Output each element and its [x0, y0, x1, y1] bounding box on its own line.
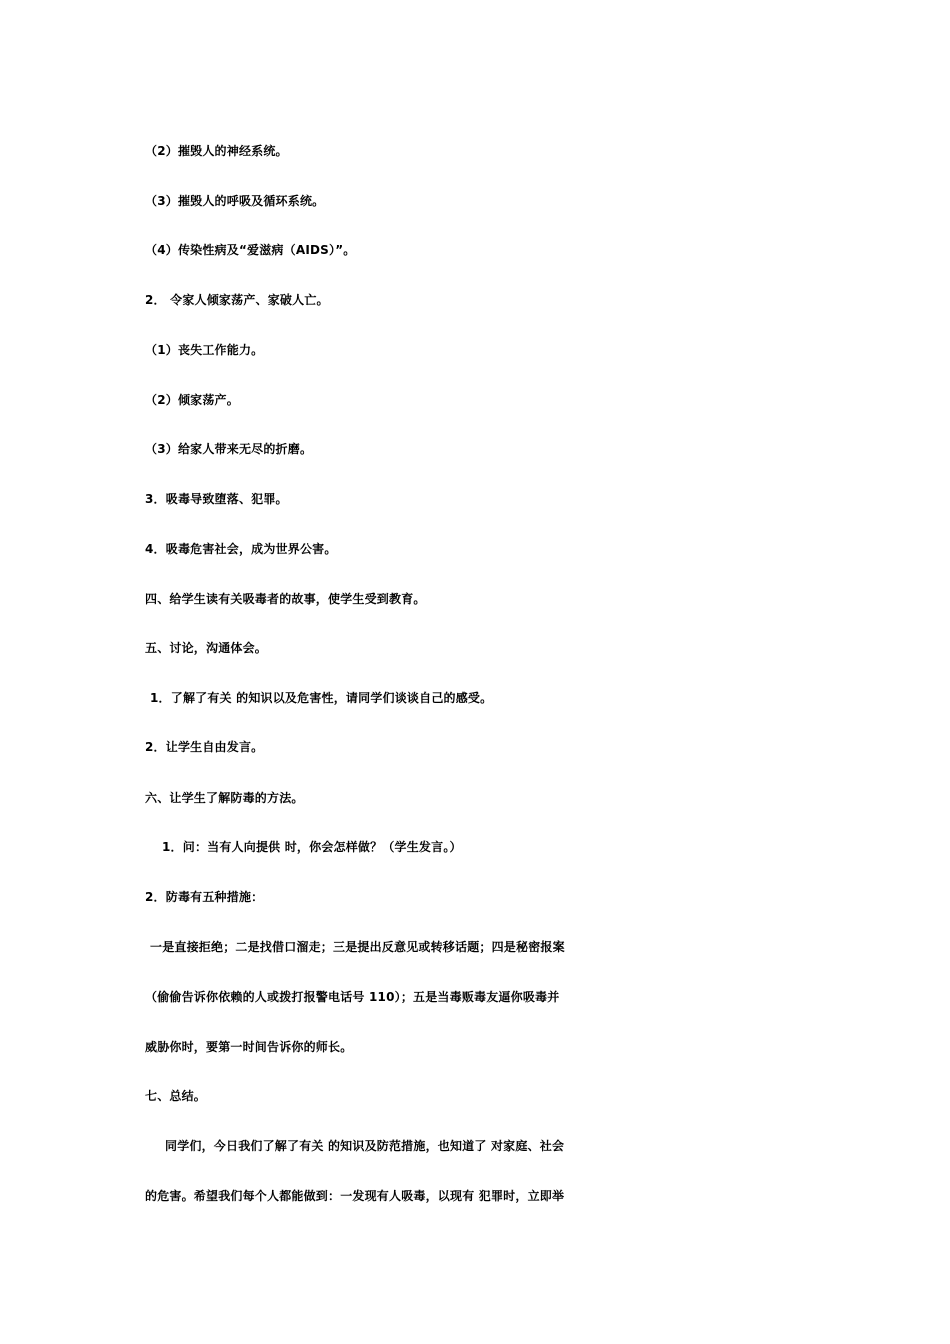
text-line: （偷偷告诉你依赖的人或拨打报警电话号 110）；五是当毒贩毒友逼你吸毒并	[145, 990, 560, 1004]
text-line: （1）丧失工作能力。	[145, 343, 264, 357]
text-line: （2）摧毁人的神经系统。	[145, 144, 288, 158]
text-line: 四、给学生读有关吸毒者的故事，使学生受到教育。	[145, 592, 426, 606]
text-line: 2．让学生自由发言。	[145, 740, 264, 754]
text-line: 七、总结。	[145, 1089, 207, 1103]
text-line: 3．吸毒导致堕落、犯罪。	[145, 492, 288, 506]
text-line: 一是直接拒绝；二是找借口溜走；三是提出反意见或转移话题；四是秘密报案	[150, 940, 565, 954]
text-line: 六、让学生了解防毒的方法。	[145, 791, 304, 805]
text-line: （4）传染性病及“爱滋病（AIDS）”。	[145, 243, 356, 257]
text-line: 同学们，今日我们了解了有关 的知识及防范措施，也知道了 对家庭、社会	[165, 1139, 565, 1153]
text-line: （3）给家人带来无尽的折磨。	[145, 442, 313, 456]
text-line: 2． 令家人倾家荡产、家破人亡。	[145, 293, 329, 307]
text-line: 五、讨论，沟通体会。	[145, 641, 268, 655]
text-line: 2．防毒有五种措施：	[145, 890, 264, 904]
text-line: 威胁你时，要第一时间告诉你的师长。	[145, 1040, 353, 1054]
text-line: 的危害。希望我们每个人都能做到：一发现有人吸毒，以现有 犯罪时，立即举	[145, 1189, 565, 1203]
text-line: 1．了解了有关 的知识以及危害性，请同学们谈谈自己的感受。	[150, 691, 493, 705]
text-line: 4．吸毒危害社会，成为世界公害。	[145, 542, 337, 556]
text-line: 1．问：当有人向提供 时，你会怎样做？（学生发言。）	[162, 840, 462, 854]
text-line: （2）倾家荡产。	[145, 393, 239, 407]
text-line: （3）摧毁人的呼吸及循环系统。	[145, 194, 325, 208]
